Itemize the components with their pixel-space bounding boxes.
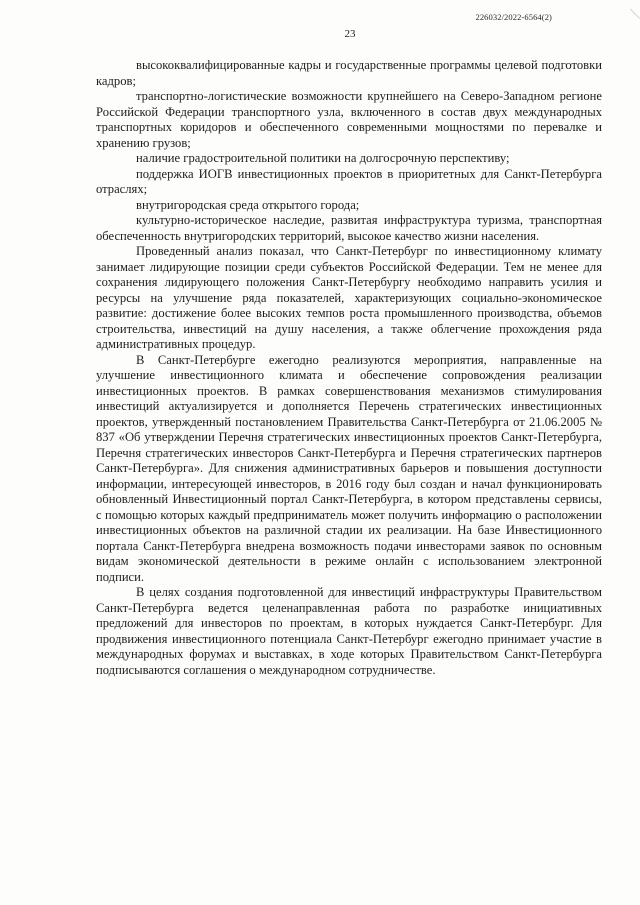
paragraph: внутригородская среда открытого города; xyxy=(136,197,360,212)
paragraph: В целях создания подготовленной для инвестиций инфраструктуры Правительством Санкт-Петербурга ведется целенаправленная работа по разработке инициативных предложений для инвесторов по проектам, в которых нуждается Санкт-Петербург. Для продвижения инвестиционного потенциала Санкт-Петербург ежегодно принимает участие в международных форумах и выставках, в ходе которых Правительством Санкт-Петербурга подписываются соглашения о международном сотрудничестве. xyxy=(96,585,602,677)
paragraph: В Санкт-Петербурге ежегодно реализуются мероприятия, направленные на улучшение инвестиционного климата и обеспечение сопровождения реализации инвестиционных проектов. В рамках совершенствования механизмов стимулирования инвестиций актуализируется и дополняется Перечень стратегических инвестиционных проектов, утвержденный постановлением Правительства Санкт-Петербурга от 21.06.2005 № 837 «Об утверждении Перечня стратегических инвестиционных проектов Санкт-Петербурга, Перечня стратегических инвесторов Санкт-Петербурга и Перечня стратегических партнеров Санкт-Петербурга». Для снижения административных барьеров и повышения доступности информации, интересующей инвесторов, в 2016 году был создан и начал функционировать обновленный Инвестиционный портал Санкт-Петербурга, в котором представлены сервисы, с помощью которых каждый предприниматель может получить информацию о расположении инвестиционных объектов на различной стадии их реализации. На базе Инвестиционного портала Санкт-Петербурга внедрена возможность подачи инвесторами заявок по основным видам экономической деятельности в режиме онлайн с использованием электронной подписи. xyxy=(96,352,602,584)
paragraph: транспортно-логистические возможности крупнейшего на Северо-Западном регионе Российской Федерации транспортного узла, включенного в состав двух международных транспортных коридоров и обеспеченного современными мощностями по перевалке и хранению грузов; xyxy=(96,89,602,150)
page-number: 23 xyxy=(344,28,356,40)
page-corner-mark xyxy=(630,0,640,19)
paragraph: поддержка ИОГВ инвестиционных проектов в приоритетных для Санкт-Петербурга отраслях; xyxy=(96,166,602,196)
paragraph: высококвалифицированные кадры и государственные программы целевой подготовки кадров; xyxy=(96,58,602,88)
paragraph: Проведенный анализ показал, что Санкт-Петербург по инвестиционному климату занимает лидирующие позиции среди субъектов Российской Федерации. Тем не менее для сохранения лидирующего положения Санкт-Петербургу необходимо направить усилия и ресурсы на улучшение ряда показателей, характеризующих социально-экономическое развитие: достижение более высоких темпов роста промышленного производства, объемов строительства, инвестиций на душу населения, а также облегчение прохождения ряда административных процедур. xyxy=(96,244,602,351)
document-registration-number: 226032/2022-6564(2) xyxy=(475,12,552,22)
paragraph: культурно-историческое наследие, развитая инфраструктура туризма, транспортная обеспеченность внутригородских территорий, высокое качество жизни населения. xyxy=(96,213,602,243)
document-body xyxy=(96,58,602,678)
paragraph: наличие градостроительной политики на долгосрочную перспективу; xyxy=(136,151,510,165)
